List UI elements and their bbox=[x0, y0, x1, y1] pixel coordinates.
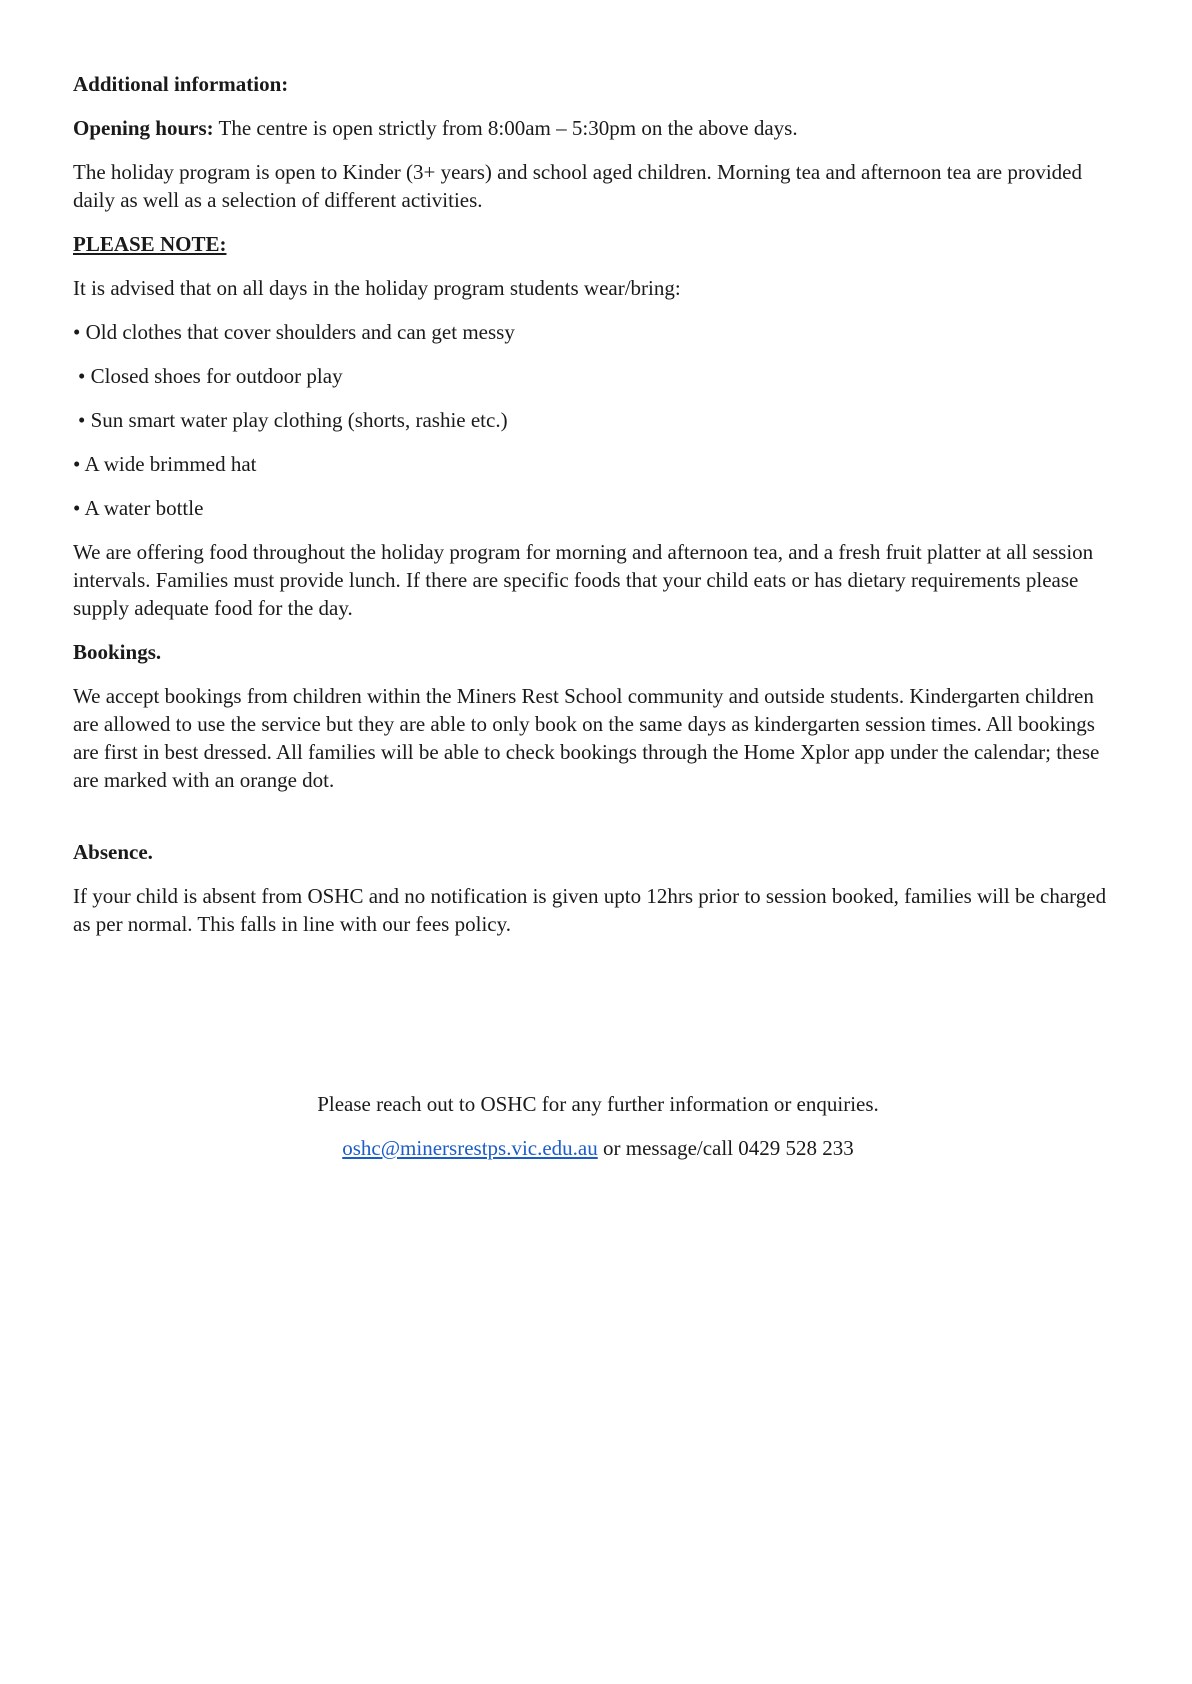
list-item: • Old clothes that cover shoulders and can get messy bbox=[73, 320, 515, 344]
contact-details bbox=[73, 1134, 1123, 1162]
document-body bbox=[73, 70, 1123, 938]
absence-paragraph: If your child is absent from OSHC and no notification is given upto 12hrs prior to session booked, families will be charged as per normal. This falls in line with our fees policy. bbox=[73, 884, 1107, 936]
please-note-heading: PLEASE NOTE: bbox=[73, 232, 227, 256]
list-item: • A water bottle bbox=[73, 496, 204, 520]
absence-heading: Absence. bbox=[73, 840, 153, 864]
contact-section bbox=[73, 1090, 1123, 1178]
opening-hours-text: The centre is open strictly from 8:00am – 5:30pm on the above days. bbox=[213, 116, 798, 140]
email-link[interactable]: oshc@minersrestps.vic.edu.au bbox=[342, 1136, 598, 1160]
bookings-paragraph: We accept bookings from children within the Miners Rest School community and outside students. Kindergarten children are allowed to use the service but they are able to only book on the same days as kindergarten session times. All bookings are first in best dressed. All families will be able to check bookings through the Home Xplor app under the calendar; these are marked with an orange dot. bbox=[73, 684, 1100, 792]
opening-hours-paragraph bbox=[73, 114, 1123, 142]
phone-text: or message/call 0429 528 233 bbox=[597, 1136, 854, 1160]
food-paragraph: We are offering food throughout the holiday program for morning and afternoon tea, and a fresh fruit platter at all session intervals. Families must provide lunch. If there are specific foods that your child eats or has dietary requirements please supply adequate food for the day. bbox=[73, 540, 1094, 620]
additional-info-heading: Additional information: bbox=[73, 72, 289, 96]
list-item: • Closed shoes for outdoor play bbox=[78, 364, 343, 388]
bookings-heading: Bookings. bbox=[73, 640, 162, 664]
advice-intro: It is advised that on all days in the holiday program students wear/bring: bbox=[73, 276, 681, 300]
list-item: • A wide brimmed hat bbox=[73, 452, 257, 476]
program-paragraph: The holiday program is open to Kinder (3+ years) and school aged children. Morning tea and afternoon tea are provided daily as well as a selection of different activities. bbox=[73, 160, 1083, 212]
contact-line: Please reach out to OSHC for any further information or enquiries. bbox=[317, 1092, 879, 1116]
list-item: • Sun smart water play clothing (shorts, rashie etc.) bbox=[78, 408, 508, 432]
opening-hours-label: Opening hours: bbox=[73, 116, 214, 140]
